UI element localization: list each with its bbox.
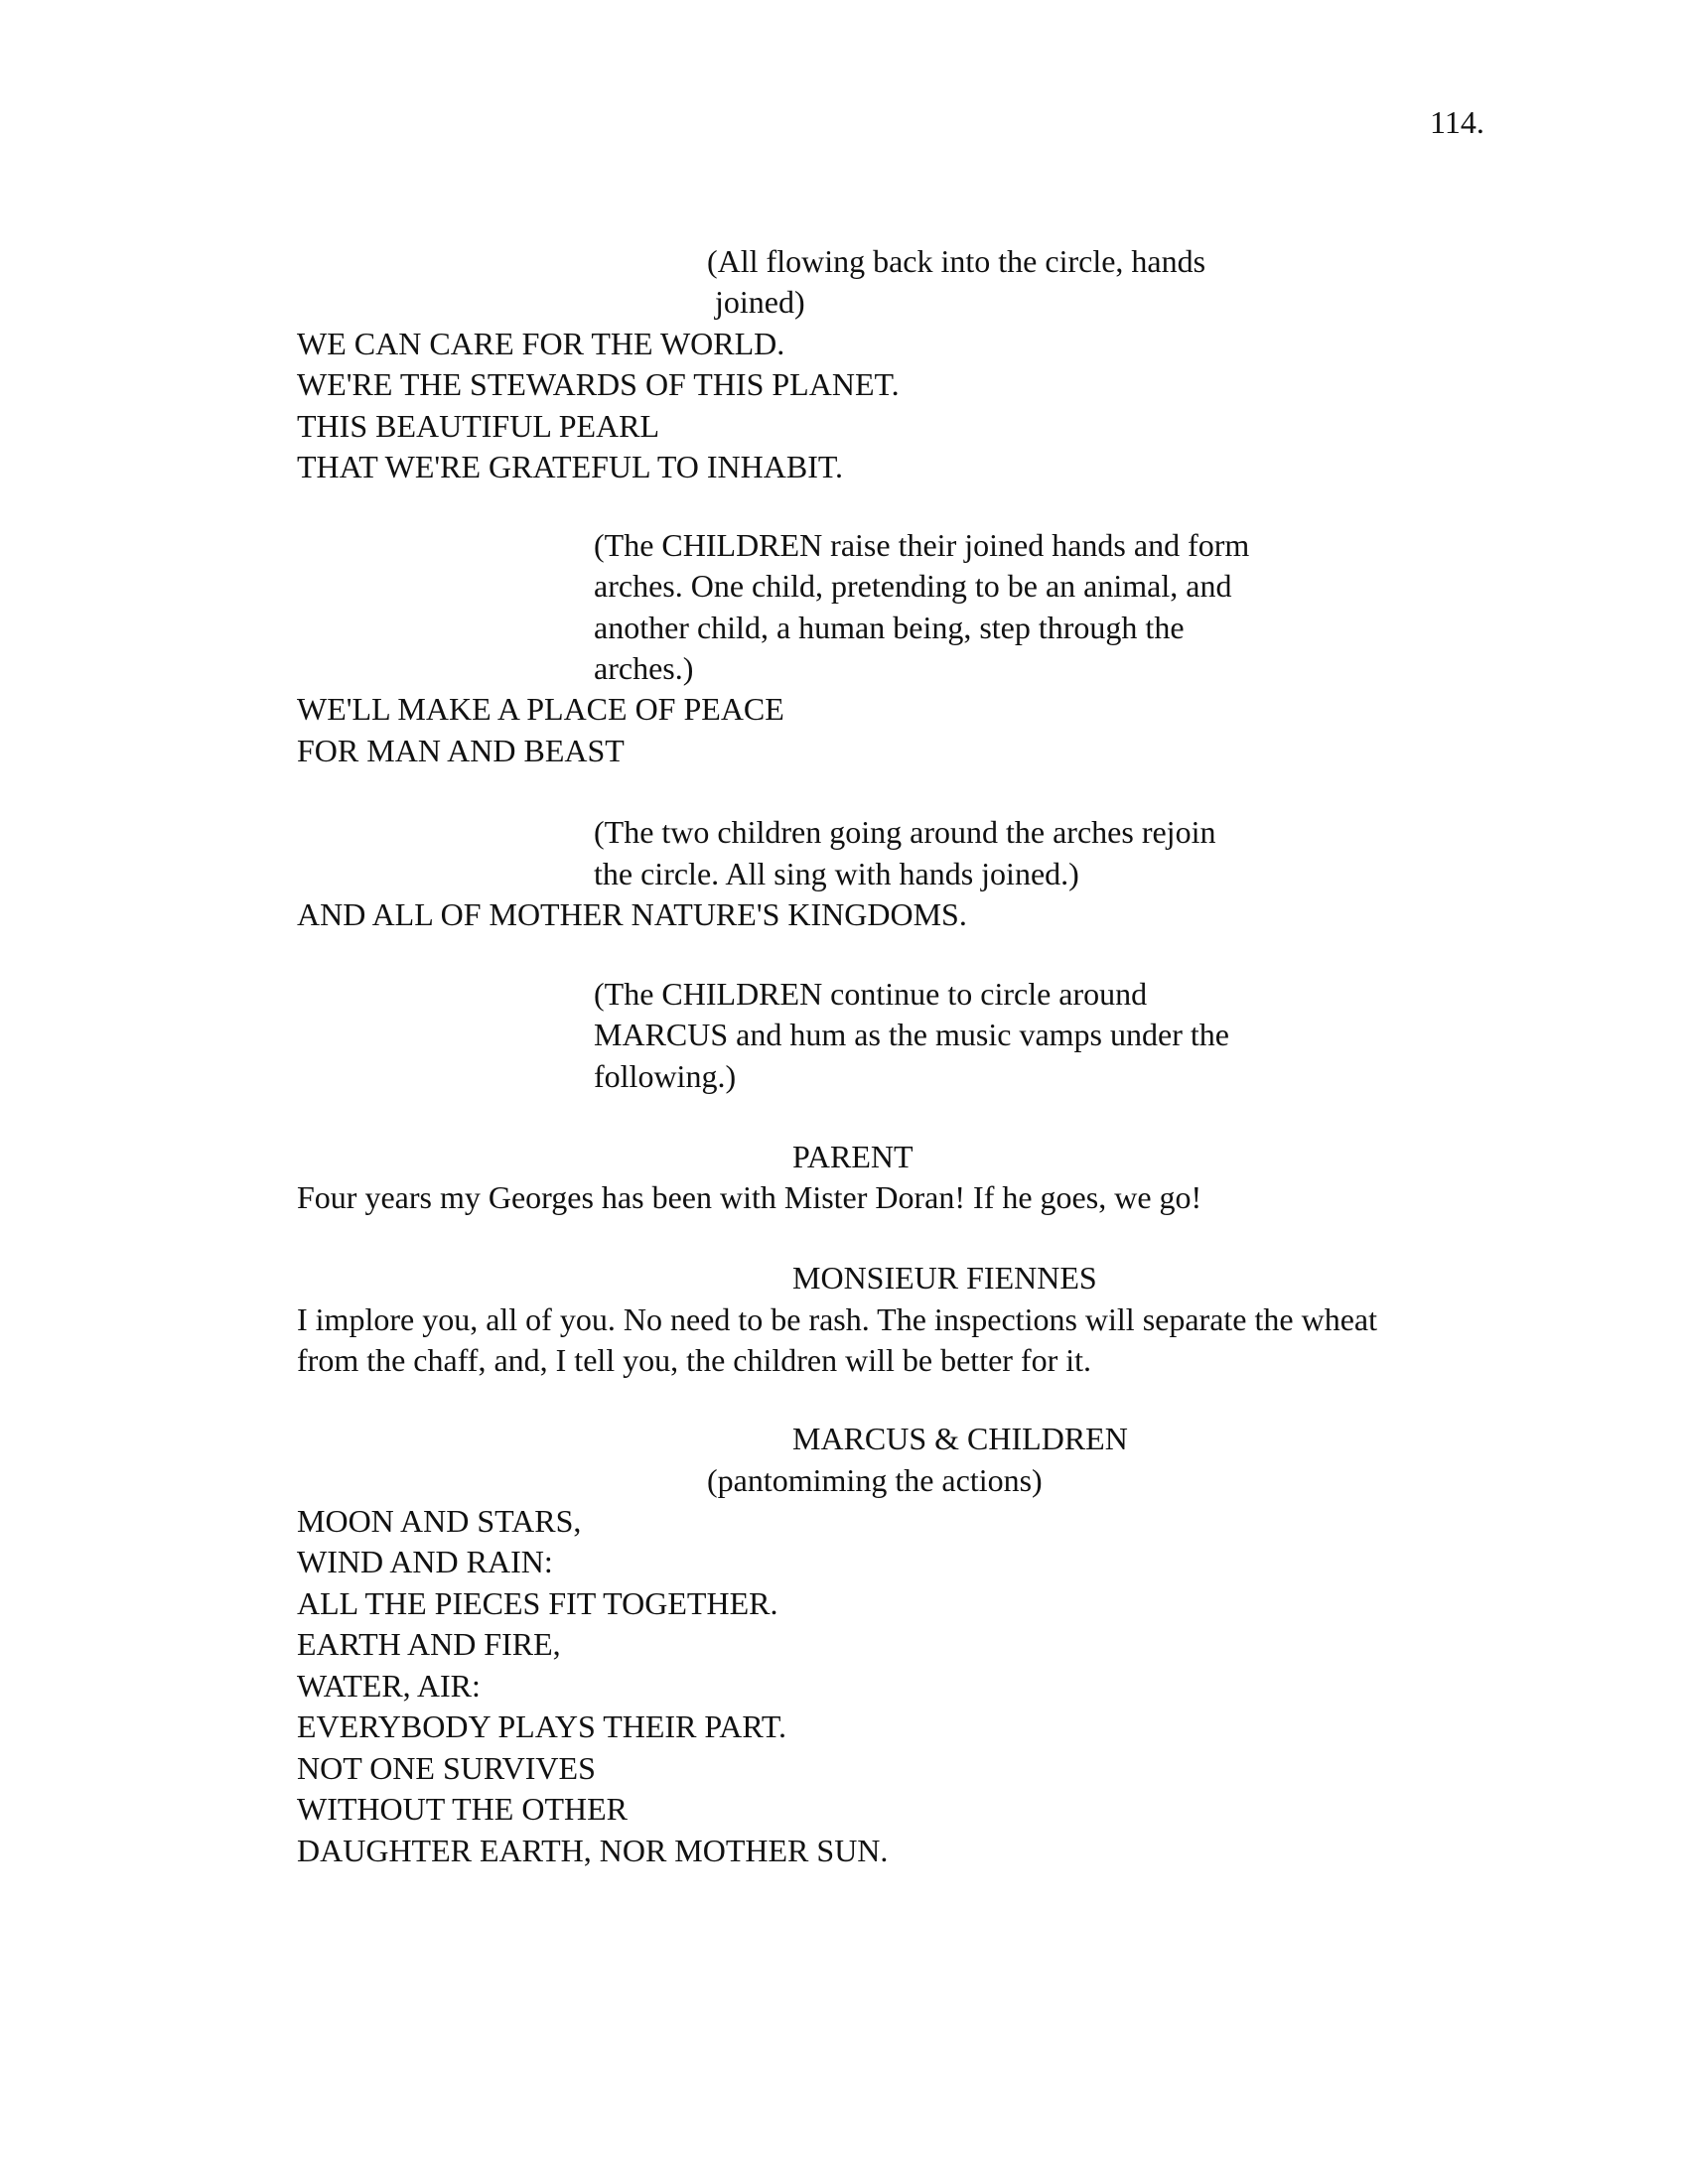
lyric-line: THIS BEAUTIFUL PEARL <box>297 408 660 444</box>
dialogue-line: I implore you, all of you. No need to be rash. The inspections will separate the wheat <box>297 1301 1377 1337</box>
stage-direction-line: arches.) <box>594 650 694 686</box>
character-name: PARENT <box>792 1139 914 1174</box>
stage-direction-line: (The CHILDREN raise their joined hands and form <box>594 527 1250 563</box>
lyric-line: EARTH AND FIRE, <box>297 1626 561 1662</box>
stage-direction-line: joined) <box>707 284 805 320</box>
page-number: 114. <box>1430 104 1484 140</box>
stage-direction-line: following.) <box>594 1058 737 1094</box>
lyric-line: MOON AND STARS, <box>297 1503 582 1539</box>
lyric-line: DAUGHTER EARTH, NOR MOTHER SUN. <box>297 1833 889 1868</box>
lyric-line: ALL THE PIECES FIT TOGETHER. <box>297 1585 778 1621</box>
dialogue-line: from the chaff, and, I tell you, the children will be better for it. <box>297 1342 1092 1378</box>
lyric-line: WE CAN CARE FOR THE WORLD. <box>297 326 785 361</box>
stage-direction-line: MARCUS and hum as the music vamps under the <box>594 1017 1229 1052</box>
lyric-line: WE'LL MAKE A PLACE OF PEACE <box>297 691 784 727</box>
lyric-line: THAT WE'RE GRATEFUL TO INHABIT. <box>297 449 844 484</box>
lyric-line: AND ALL OF MOTHER NATURE'S KINGDOMS. <box>297 896 967 932</box>
stage-direction-line: (All flowing back into the circle, hands <box>707 243 1206 279</box>
stage-direction-line: arches. One child, pretending to be an animal, and <box>594 568 1232 604</box>
character-name: MONSIEUR FIENNES <box>792 1260 1097 1296</box>
stage-direction-line: (The two children going around the arches rejoin <box>594 814 1216 850</box>
stage-direction-line: another child, a human being, step through the <box>594 610 1185 645</box>
parenthetical: (pantomiming the actions) <box>707 1462 1043 1498</box>
lyric-line: WIND AND RAIN: <box>297 1544 553 1579</box>
lyric-line: WE'RE THE STEWARDS OF THIS PLANET. <box>297 366 900 402</box>
character-name: MARCUS & CHILDREN <box>792 1421 1128 1456</box>
lyric-line: NOT ONE SURVIVES <box>297 1750 596 1786</box>
stage-direction-line: the circle. All sing with hands joined.) <box>594 856 1079 891</box>
dialogue-line: Four years my Georges has been with Mister Doran! If he goes, we go! <box>297 1179 1202 1215</box>
lyric-line: WITHOUT THE OTHER <box>297 1791 628 1827</box>
lyric-line: WATER, AIR: <box>297 1668 481 1704</box>
lyric-line: FOR MAN AND BEAST <box>297 733 625 768</box>
stage-direction-line: (The CHILDREN continue to circle around <box>594 976 1148 1012</box>
lyric-line: EVERYBODY PLAYS THEIR PART. <box>297 1708 786 1744</box>
